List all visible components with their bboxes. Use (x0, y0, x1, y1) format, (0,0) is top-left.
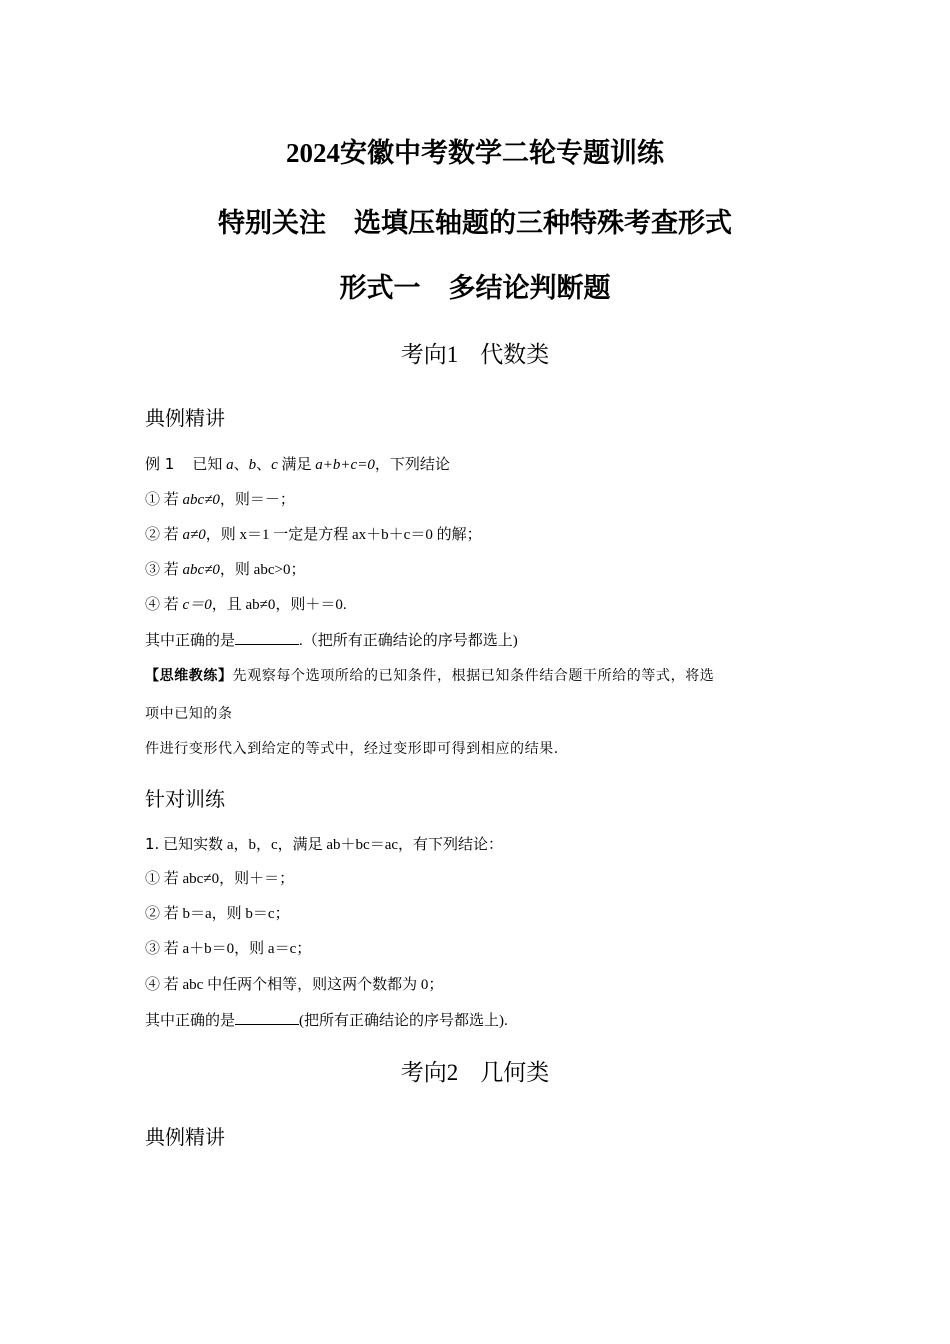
option-marker: ② (145, 527, 161, 543)
option-math: abc≠0 (182, 492, 220, 508)
option-marker: ① (145, 871, 161, 887)
separator: 、 (233, 457, 249, 473)
question-stem: 已知实数 a，b，c，满足 ab＋bc＝ac，有下列结论： (159, 837, 504, 853)
option-text: 若 (160, 597, 183, 613)
option-marker: ④ (145, 597, 161, 613)
document-title: 2024安徽中考数学二轮专题训练 (286, 138, 664, 168)
option-text: ，则 abc>0； (219, 562, 306, 578)
stem-text: 满足 (277, 457, 316, 473)
answer-suffix: (把所有正确结论的序号都选上). (299, 1013, 508, 1029)
separator: 、 (256, 457, 272, 473)
var-b: b (248, 457, 257, 473)
question-number: 1. (145, 835, 160, 853)
stem-text: 已知 (192, 457, 227, 473)
option-text: 若 abc≠0，则＋＝； (160, 871, 295, 887)
example-1-option-2 (145, 525, 482, 545)
option-marker: ② (145, 906, 161, 922)
subtitle-left: 特别关注 (218, 208, 326, 239)
direction-1-prefix: 考向 (400, 342, 447, 368)
subtitle-right: 选填压轴题的三种特殊考查形式 (354, 208, 732, 239)
section-heading-example-1: 典例精讲 (145, 406, 225, 430)
example-1-option-3 (145, 560, 305, 580)
practice-1-option-4 (145, 975, 443, 995)
option-math: a≠0 (182, 527, 206, 543)
option-text: 若 (160, 562, 183, 578)
answer-blank[interactable] (235, 1010, 299, 1025)
hint-line-2: 项中已知的条 (145, 706, 233, 722)
form-heading-right: 多结论判断题 (448, 273, 611, 304)
direction-2-prefix: 考向 (400, 1060, 447, 1086)
hint-text: 先观察每个选项所给的已知条件，根据已知条件结合题干所给的等式，将选 (232, 668, 715, 684)
practice-1-option-1 (145, 869, 294, 889)
section-heading-example-2: 典例精讲 (145, 1125, 225, 1149)
answer-blank[interactable] (235, 630, 299, 645)
option-marker: ③ (145, 941, 161, 957)
form-heading (0, 266, 950, 305)
hint-line-3: 件进行变形代入到给定的等式中，经过变形即可得到相应的结果. (145, 741, 559, 757)
option-marker: ① (145, 492, 161, 508)
practice-1-option-2 (145, 904, 290, 924)
option-text: 若 abc 中任两个相等，则这两个数都为 0； (160, 977, 444, 993)
example-1-option-4 (145, 595, 347, 615)
condition-equation: a+b+c=0 (315, 457, 375, 473)
example-1-option-1 (145, 490, 295, 510)
option-text: 若 (160, 527, 183, 543)
option-text: ，则 x＝1 一定是方程 ax＋b＋c＝0 的解； (205, 527, 482, 543)
stem-text: ，下列结论 (374, 457, 450, 473)
example-1-stem (145, 454, 450, 475)
option-math: abc≠0 (182, 562, 220, 578)
option-math: c＝0 (182, 597, 212, 613)
direction-1-heading (0, 336, 950, 369)
var-a: a (226, 457, 234, 473)
option-text: 若 a＋b＝0，则 a＝c； (160, 941, 312, 957)
document-subtitle (0, 201, 950, 240)
answer-prompt: 其中正确的是 (145, 1013, 236, 1029)
hint-line-1 (145, 666, 714, 686)
hint-tag: 【思维教练】 (145, 668, 233, 684)
practice-1-answer-line (145, 1010, 508, 1031)
option-text: ，则＝－； (219, 492, 295, 508)
option-marker: ④ (145, 977, 161, 993)
direction-2-heading (0, 1054, 950, 1087)
example-1-answer-line (145, 630, 518, 651)
form-heading-left: 形式一 (339, 273, 421, 304)
direction-2-number: 2 (446, 1060, 459, 1085)
var-c: c (271, 457, 278, 473)
option-text: ，且 ab≠0，则＋＝0. (211, 597, 347, 613)
option-marker: ③ (145, 562, 161, 578)
section-heading-practice: 针对训练 (145, 787, 225, 811)
practice-1-option-3 (145, 939, 311, 959)
answer-prompt: 其中正确的是 (145, 633, 236, 649)
direction-1-name: 代数类 (480, 342, 550, 368)
direction-2-name: 几何类 (480, 1060, 550, 1086)
practice-1-stem (145, 834, 503, 855)
answer-suffix: .（把所有正确结论的序号都选上) (299, 633, 518, 649)
option-text: 若 (160, 492, 183, 508)
example-1-label: 例 1 (145, 455, 175, 473)
direction-1-number: 1 (446, 342, 459, 367)
option-text: 若 b＝a，则 b＝c； (160, 906, 290, 922)
